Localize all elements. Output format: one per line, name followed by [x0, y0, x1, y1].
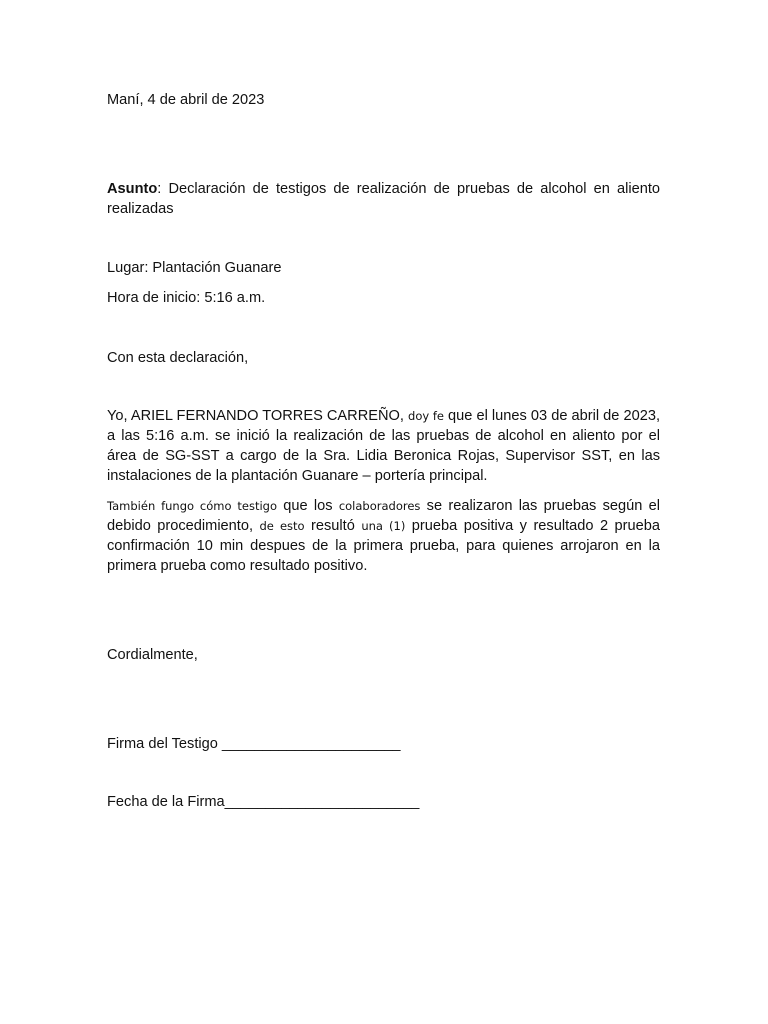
- place-line: Lugar: Plantación Guanare: [107, 260, 282, 276]
- declaration-run: doy fe: [408, 409, 444, 423]
- document-date: Maní, 4 de abril de 2023: [107, 92, 265, 108]
- declaration-run: que el lunes 03 de abril de 2023, a las 5:16 a.m. se inició la realización de las pruebas de alcohol en aliento por el área de SG-SST a cargo de la Sra. Lidia Beronica Rojas, Supervisor SST, en las instalaciones de la plantación Guanare – portería principal.: [107, 408, 661, 484]
- declaration-run: Yo, ARIEL FERNANDO TORRES CARREÑO,: [107, 408, 409, 424]
- witness-run: colaboradores: [338, 499, 421, 513]
- declaration-paragraph: [107, 406, 660, 486]
- start-time-line: Hora de inicio: 5:16 a.m.: [107, 290, 266, 306]
- witness-run: También fungo cómo testigo: [107, 499, 277, 513]
- subject-text: : Declaración de testigos de realización de pruebas de alcohol en aliento realizadas: [107, 181, 660, 217]
- witness-run: que los: [277, 498, 339, 514]
- signature-line: Firma del Testigo ______________________: [107, 736, 401, 752]
- closing-line: Cordialmente,: [107, 647, 198, 663]
- witness-run: una (1): [361, 519, 406, 533]
- signature-date-line: Fecha de la Firma________________________: [107, 794, 420, 810]
- witness-run: resultó: [304, 518, 362, 534]
- subject-label: Asunto: [107, 181, 158, 197]
- witness-run: de esto: [259, 519, 305, 533]
- opening-line: Con esta declaración,: [107, 350, 249, 366]
- witness-run: prueba positiva y resultado 2 prueba confirmación 10 min despues de la primera prueba, para quienes arrojaron en la primera prueba como resultado positivo.: [107, 518, 660, 574]
- subject-paragraph: [107, 179, 660, 219]
- witness-run: se realizaron las pruebas según el debido procedimiento,: [107, 498, 661, 534]
- witness-paragraph: [107, 496, 660, 576]
